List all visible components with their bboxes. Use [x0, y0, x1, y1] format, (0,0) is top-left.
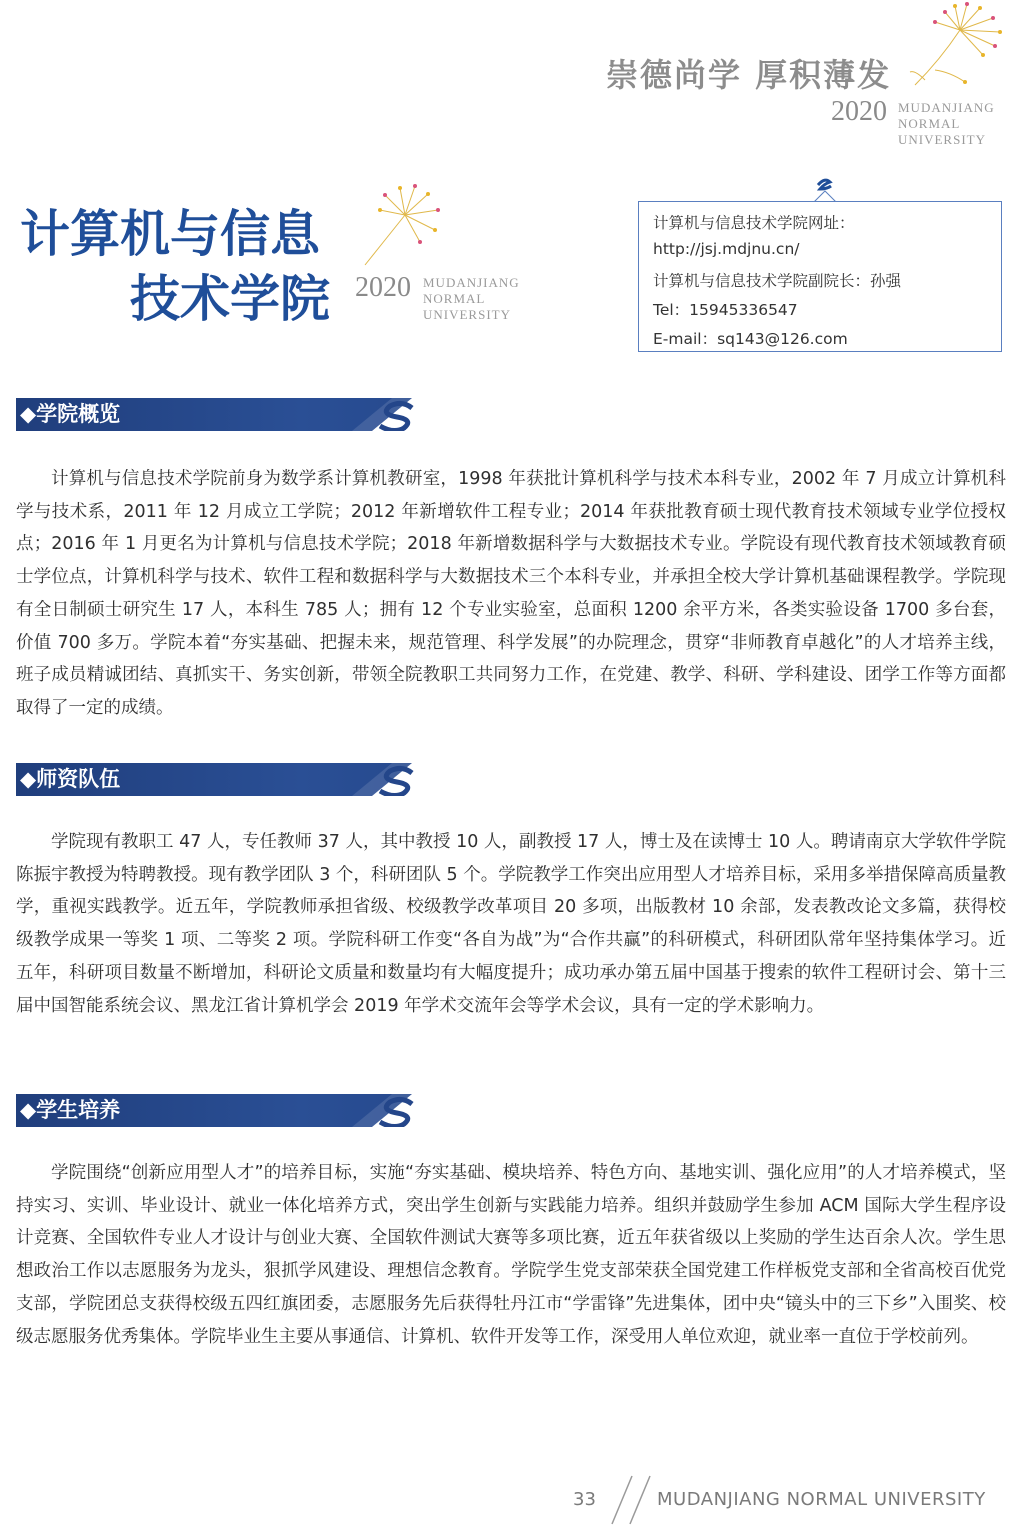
footer-slash-icon	[610, 1474, 654, 1526]
page-number: 33	[573, 1489, 596, 1510]
section-heading-students: ◆学生培养	[16, 1094, 492, 1127]
page-title-line2: 技术学院	[130, 269, 330, 328]
contact-website-label: 计算机与信息技术学院网址：	[653, 214, 855, 232]
footer-university: MUDANJIANG NORMAL UNIVERSITY	[657, 1489, 986, 1510]
contact-box	[638, 201, 1002, 352]
title-year: 2020	[355, 272, 411, 303]
contact-email[interactable]: E-mail：sq143@126.com	[653, 330, 848, 348]
motto: 崇德尚学 厚积薄发	[606, 56, 892, 94]
s-logo-icon	[342, 398, 492, 431]
contact-tel: Tel：15945336547	[653, 301, 798, 319]
s-logo-icon	[342, 763, 492, 796]
header-year: 2020	[831, 96, 887, 127]
contact-dean: 计算机与信息技术学院副院长：孙强	[653, 272, 902, 290]
section-body-faculty: 学院现有教职工 47 人，专任教师 37 人，其中教授 10 人，副教授 17 人，博士及在读博士 10 人。聘请南京大学软件学院陈振宇教授为特聘教授。现有教学团队 3 个，科研团队 5 个。学院教学工作突出应用型人才培养目标，采用多举措保障高质量教学，重视实践教学。近五年，学院教师承担省级、校级教学改革项目 20 多项，出版教材 10 余部，发表教改论文多篇，获得校级教学成果一等奖 1 项、二等奖 2 项。学院科研工作变“各自为战”为“合作共赢”的科研模式，科研团队常年坚持集体学习。近五年，科研项目数量不断增加，科研论文质量和数量均有大幅度提升；成功承办第五届中国基于搜索的软件工程研讨会、第十三届中国智能系统会议、黑龙江省计算机学会 2019 年学术交流年会等学术会议，具有一定的学术影响力。	[16, 832, 1006, 1016]
header-university: MUDANJIANG NORMAL UNIVERSITY	[898, 100, 995, 147]
section-heading-overview: ◆学院概览	[16, 398, 492, 431]
section-heading-faculty: ◆师资队伍	[16, 763, 492, 796]
contact-pointer-icon	[814, 177, 836, 203]
contact-website[interactable]: http://jsj.mdjnu.cn/	[653, 240, 800, 258]
flower-decoration-title-icon	[360, 180, 445, 270]
section-body-overview: 计算机与信息技术学院前身为数学系计算机教研室，1998 年获批计算机科学与技术本科专业，2002 年 7 月成立计算机科学与技术系，2011 年 12 月成立工学院；2012 年新增软件工程专业；2014 年获批教育硕士现代教育技术领域专业学位授权点；2016 年 1 月更名为计算机与信息技术学院；2018 年新增数据科学与大数据技术专业。学院设有现代教育技术领域教育硕士学位点，计算机科学与技术、软件工程和数据科学与大数据技术三个本科专业，并承担全校大学计算机基础课程教学。学院现有全日制硕士研究生 17 人，本科生 785 人；拥有 12 个专业实验室，总面积 1200 余平方米，各类实验设备 1700 多台套，价值 700 多万。学院本着“夯实基础、把握未来，规范管理、科学发展”的办院理念，贯穿“非师教育卓越化”的人才培养主线，班子成员精诚团结、真抓实干、务实创新，带领全院教职工共同努力工作，在党建、教学、科研、学科建设、团学工作等方面都取得了一定的成绩。	[16, 469, 1006, 718]
section-body-students: 学院围绕“创新应用型人才”的培养目标，实施“夯实基础、模块培养、特色方向、基地实训、强化应用”的人才培养模式，坚持实习、实训、毕业设计、就业一体化培养方式，突出学生创新与实践能力培养。组织并鼓励学生参加 ACM 国际大学生程序设计竞赛、全国软件专业人才设计与创业大赛、全国软件测试大赛等多项比赛，近五年获省级以上奖励的学生达百余人次。学生思想政治工作以志愿服务为龙头，狠抓学风建设、理想信念教育。学院学生党支部荣获全国党建工作样板党支部和全省高校百优党支部，学院团总支获得校级五四红旗团委，志愿服务先后获得牡丹江市“学雷锋”先进集体，团中央“镜头中的三下乡”入围奖、校级志愿服务优秀集体。学院毕业生主要从事通信、计算机、软件开发等工作，深受用人单位欢迎，就业率一直位于学校前列。	[16, 1163, 1006, 1347]
flower-decoration-top-icon	[905, 0, 1010, 90]
title-university: MUDANJIANG NORMAL UNIVERSITY	[423, 275, 520, 322]
s-logo-icon	[342, 1094, 492, 1127]
page-title-line1: 计算机与信息	[20, 204, 320, 263]
